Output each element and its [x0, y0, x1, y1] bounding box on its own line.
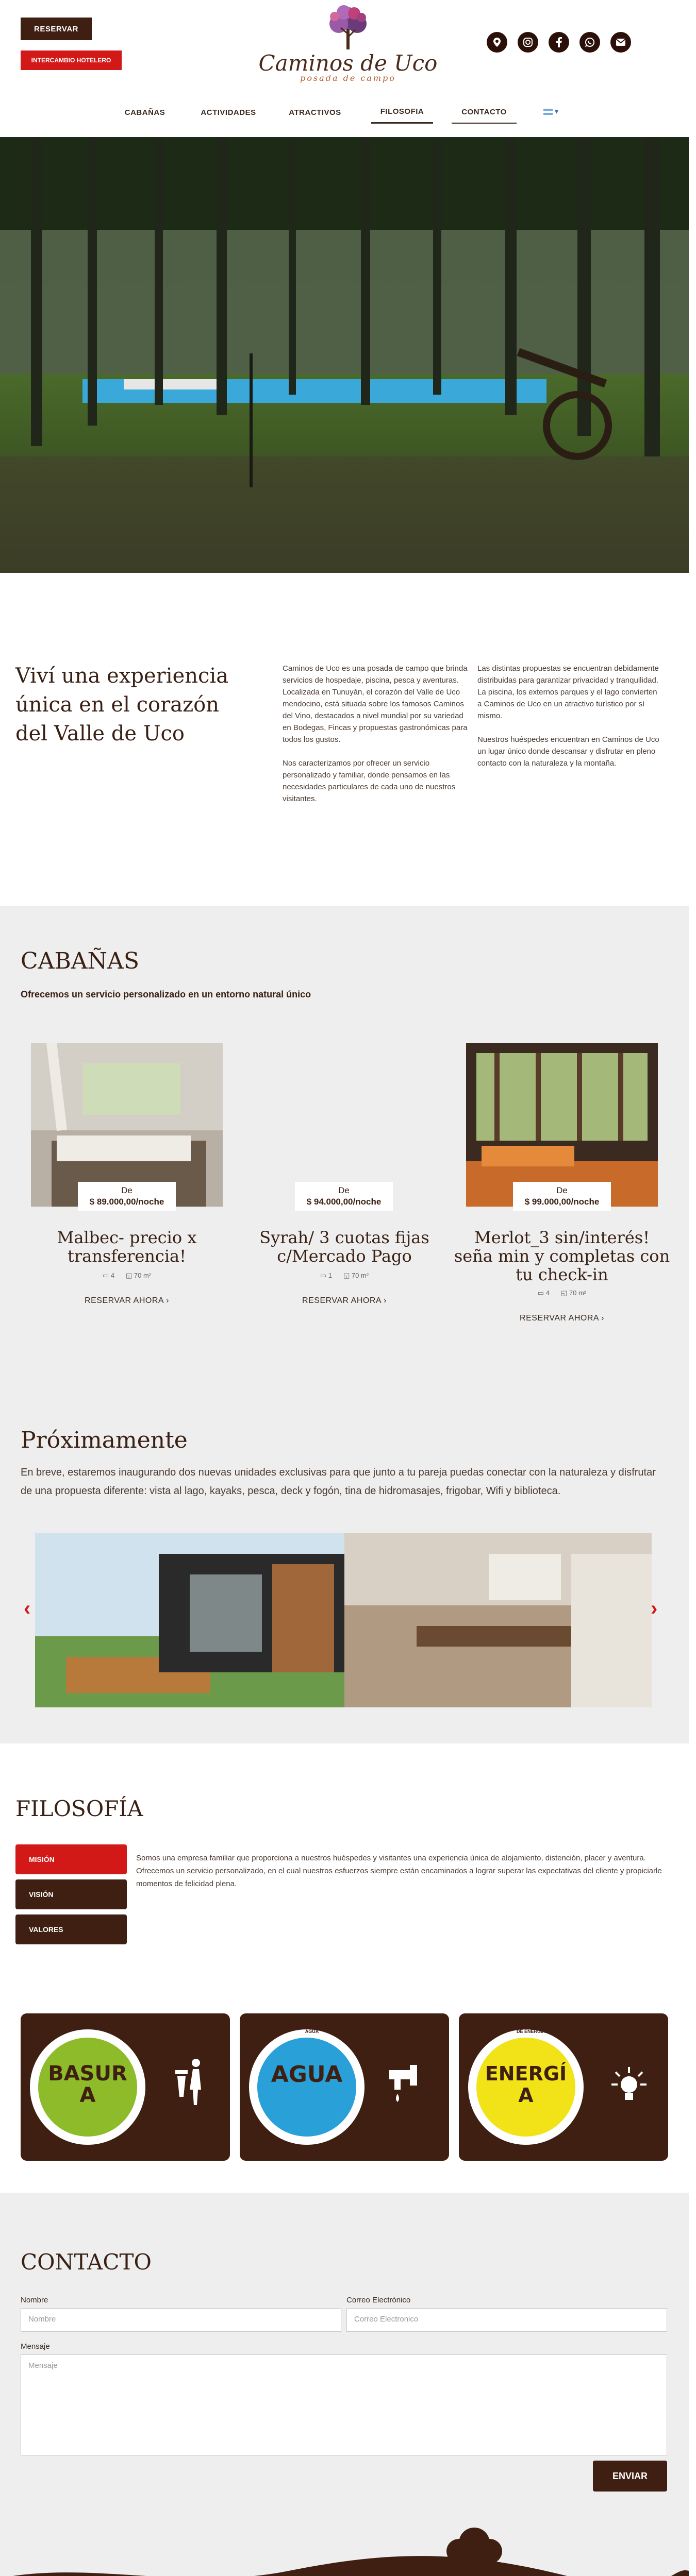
filosofia-title: FILOSOFÍA [15, 1796, 143, 1821]
intro-column-2 [477, 663, 662, 769]
language-selector[interactable] [543, 107, 558, 116]
price-value: $ 89.000,00/noche [89, 1197, 164, 1207]
email-label: Correo Electrónico [346, 2296, 411, 2304]
badge-energia [459, 2013, 668, 2161]
intro-column-1 [283, 663, 468, 805]
nombre-label: Nombre [21, 2296, 48, 2304]
cabana-meta [19, 1272, 235, 1280]
logo-subtitle: posada de campo [300, 73, 396, 83]
area-icon: ◱ 70 m² [343, 1272, 369, 1279]
instagram-icon[interactable] [518, 32, 538, 53]
price-prefix: De [121, 1185, 132, 1195]
badge-word: AGUA [271, 2061, 343, 2088]
intro-paragraph: Las distintas propuestas se encuentran debidamente distribuidas para garantizar privacidad y tranquilidad. La piscina, los externos parques y el lago convierten a Caminos de Uco en un atractivo turístico por sí mismo. [477, 664, 659, 720]
facebook-icon[interactable] [549, 32, 569, 53]
footer [0, 2514, 689, 2576]
tab-valores[interactable]: VALORES [15, 1914, 127, 1944]
cabana-title[interactable]: Syrah/ 3 cuotas fijas c/Mercado Pago [259, 1228, 429, 1266]
cabana-title[interactable]: Malbec- precio x transferencia! [57, 1228, 197, 1266]
proximamente-title: Próximamente [21, 1427, 188, 1453]
price-tag [78, 1182, 176, 1211]
nav-atractivos[interactable]: ATRACTIVOS [289, 108, 341, 117]
nav-filosofia[interactable]: FILOSOFIA [371, 101, 433, 124]
cabanas-title: CABAÑAS [21, 948, 139, 974]
cabana-title[interactable]: Merlot_3 sin/interés! seña min y completas con tu check-in [454, 1228, 670, 1284]
guests-count: 4 [545, 1289, 550, 1297]
intro-paragraph: Nos caracterizamos por ofrecer un servicio personalizado y familiar, donde pensamos en las necesidades particulares de cada uno de nuestros visitantes. [283, 759, 456, 803]
intro-title: Viví una experiencia única en el corazón del Valle de Uco [15, 664, 229, 745]
tab-mision[interactable]: MISIÓN [15, 1844, 127, 1874]
nombre-field[interactable]: Nombre [21, 2308, 341, 2332]
mail-icon[interactable] [610, 32, 631, 53]
price-tag [295, 1182, 393, 1211]
area-icon: ◱ 70 m² [126, 1272, 152, 1279]
area-icon: ◱ 70 m² [561, 1289, 587, 1297]
guests-count: 1 [328, 1272, 332, 1279]
intercambio-hotelero-button[interactable]: INTERCAMBIO HOTELERO [21, 50, 122, 70]
reservar-ahora-link[interactable]: RESERVAR AHORA › [85, 1296, 169, 1305]
area-value: 70 m² [569, 1289, 587, 1297]
reservar-button[interactable]: RESERVAR [21, 18, 92, 40]
bed-icon: ▭ 1 [320, 1272, 332, 1279]
proximamente-carousel[interactable] [35, 1533, 652, 1707]
intro-paragraph: Nuestros huéspedes encuentran en Caminos de Uco un lugar único donde descansar y disfrutar en pleno contacto con la naturaleza y la montaña. [477, 735, 659, 768]
badge-basura [21, 2013, 230, 2161]
cabana-meta [236, 1272, 453, 1280]
carousel-prev-icon[interactable]: ‹ [24, 1597, 31, 1620]
nav-actividades[interactable]: ACTIVIDADES [201, 108, 256, 117]
bed-icon: ▭ 4 [102, 1272, 114, 1279]
proximamente-text: En breve, estaremos inaugurando dos nuevas unidades exclusivas para que junto a tu pareja puedas conectar con la naturaleza y disfrutar de una propuesta diferente: vista al lago, kayaks, pesca, deck y fogón, tina de hidromasajes, frigobar, Wifi y biblioteca. [21, 1467, 656, 1497]
badge-ring-text: POLÍTICA ORGANIZACIONAL DE USO RACIONAL DEL AGUA [252, 2024, 372, 2034]
contacto-title: CONTACTO [21, 2249, 152, 2275]
guests-count: 4 [110, 1272, 114, 1279]
enviar-button[interactable]: ENVIAR [593, 2461, 667, 2492]
flag-icon [543, 109, 553, 115]
cabanas-subtitle: Ofrecemos un servicio personalizado en un entorno natural único [21, 989, 311, 999]
price-value: $ 94.000,00/noche [306, 1197, 382, 1207]
nav-contacto[interactable]: CONTACTO [452, 101, 517, 124]
nav-cabanas[interactable]: CABAÑAS [124, 108, 165, 117]
tree-logo-icon [242, 3, 454, 55]
price-value: $ 99.000,00/noche [524, 1197, 600, 1207]
whatsapp-icon[interactable] [579, 32, 600, 53]
map-pin-icon[interactable] [487, 32, 507, 53]
mensaje-label: Mensaje [21, 2342, 50, 2351]
badge-word: BASURA [48, 2062, 127, 2107]
price-prefix: De [556, 1185, 568, 1195]
reservar-ahora-link[interactable]: RESERVAR AHORA › [302, 1296, 387, 1305]
carousel-next-icon[interactable]: › [651, 1597, 658, 1620]
area-value: 70 m² [351, 1272, 369, 1279]
language-caret: ▾ [555, 107, 559, 115]
logo-title: Caminos de Uco [258, 50, 438, 76]
bed-icon: ▭ 4 [537, 1289, 550, 1297]
reservar-ahora-link[interactable]: RESERVAR AHORA › [520, 1314, 604, 1323]
price-tag [513, 1182, 611, 1211]
price-prefix: De [338, 1185, 350, 1195]
badge-ring-text: POLÍTICA ORGANIZACIONAL DE BASURA CERO [38, 2024, 147, 2029]
mensaje-field[interactable]: Mensaje [21, 2354, 667, 2455]
cabana-meta [454, 1289, 670, 1297]
tab-vision[interactable]: VISIÓN [15, 1879, 127, 1909]
email-field[interactable]: Correo Electronico [346, 2308, 667, 2332]
intro-paragraph: Caminos de Uco es una posada de campo que brinda servicios de hospedaje, piscina, pesca y aventuras. Localizada en Tunuyán, el corazón del Valle de Uco mendocino, está situada sobre los famosos Caminos del Vino, destacados a nivel mundial por su variedad en Bodegas, Fincas y propuestas gastronómicas para todos los gustos. [283, 664, 468, 744]
badge-agua [240, 2013, 449, 2161]
badge-word: ENERGÍA [485, 2062, 567, 2107]
badge-ring-text: POLÍTICA ORGANIZACIONAL DE APROVECHAMIENTO DE ENERGÍA [470, 2024, 592, 2034]
mision-text: Somos una empresa familiar que proporciona a nuestros huéspedes y visitantes una experiencia única de alojamiento, distención, placer y aventura. Ofrecemos un servicio personalizado, en el cual nuestros esfuerzos siempre están encaminados a lograr superar las expectativas del cliente y propiciarle momentos de felicidad plena. [136, 1854, 662, 1888]
hero-image [0, 137, 689, 573]
area-value: 70 m² [134, 1272, 152, 1279]
